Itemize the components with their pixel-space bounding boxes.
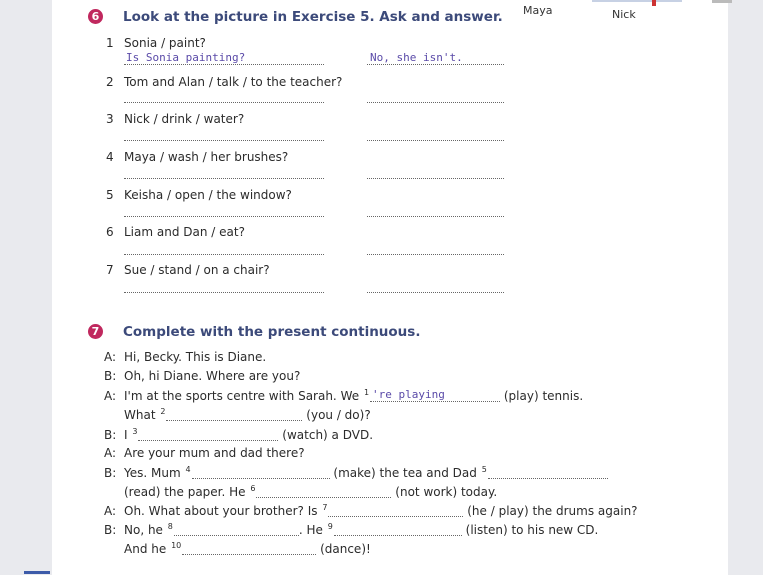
ex6-item-7: 7 Sue / stand / on a chair? (106, 263, 270, 277)
blank-6[interactable] (256, 486, 391, 498)
blank-2[interactable] (166, 409, 302, 421)
blank-1-answer: 're playing (372, 388, 445, 401)
dialogue-line-3: A: I'm at the sports centre with Sarah. We $^1$ 're playing (play) tennis. (104, 388, 584, 403)
blank-9[interactable] (334, 524, 462, 536)
exercise-7-badge: 7 (88, 324, 103, 339)
ex6-item-2-answer-line[interactable] (367, 102, 504, 103)
dialogue-line-2: B: Oh, hi Diane. Where are you? (104, 369, 301, 383)
ex6-item-6-question-line[interactable] (124, 254, 324, 255)
blank-4[interactable] (192, 467, 330, 479)
blank-5[interactable] (488, 467, 608, 479)
dialogue-line-1: A: Hi, Becky. This is Diane. (104, 350, 267, 364)
picture-label-nick: Nick (612, 8, 636, 21)
ex6-item-6-answer-line[interactable] (367, 254, 504, 255)
ex6-item-1-short-answer: No, she isn't. (370, 51, 463, 64)
ex6-item-3-answer-line[interactable] (367, 140, 504, 141)
exercise-7-title: Complete with the present continuous. (123, 324, 421, 340)
blank-1[interactable] (370, 390, 500, 402)
blank-8[interactable] (174, 524, 299, 536)
ex6-item-3-question-line[interactable] (124, 140, 324, 141)
ex6-item-1-question-answer: Is Sonia painting? (126, 51, 246, 64)
dialogue-line-6: A: Are your mum and dad there? (104, 446, 305, 460)
ex6-item-1-question-line[interactable] (124, 64, 324, 65)
ex6-item-3: 3 Nick / drink / water? (106, 112, 245, 126)
dialogue-line-10: B: No, he $^8$ . He $^9$ (listen) to his new CD. (104, 522, 599, 537)
ex6-item-2-question-line[interactable] (124, 102, 324, 103)
picture-edge-decoration (592, 0, 752, 6)
ex6-item-1: 1 Sonia / paint? (106, 36, 206, 50)
dialogue-line-8: (read) the paper. He $^6$ (not work) today. (124, 484, 498, 499)
blank-10[interactable] (182, 543, 316, 555)
blank-7[interactable] (328, 505, 463, 517)
exercise-6-badge: 6 (88, 9, 103, 24)
dialogue-line-5: B: I $^3$ (watch) a DVD. (104, 427, 374, 442)
dialogue-line-4: What $^2$ (you / do)? (124, 407, 371, 422)
dialogue-line-11: And he $^{10}$ (dance)! (124, 541, 371, 556)
ex6-item-5: 5 Keisha / open / the window? (106, 188, 292, 202)
ex6-item-7-answer-line[interactable] (367, 292, 504, 293)
dialogue-line-9: A: Oh. What about your brother? Is $^7$ (he / play) the drums again? (104, 503, 638, 518)
ex6-item-4-question-line[interactable] (124, 178, 324, 179)
exercise-6-title: Look at the picture in Exercise 5. Ask and answer. (123, 9, 503, 25)
ex6-item-5-question-line[interactable] (124, 216, 324, 217)
worksheet-page (52, 0, 728, 575)
page-edge-mark (24, 571, 50, 574)
ex6-item-6: 6 Liam and Dan / eat? (106, 225, 245, 239)
blank-3[interactable] (138, 429, 278, 441)
ex6-item-5-answer-line[interactable] (367, 216, 504, 217)
ex6-item-4: 4 Maya / wash / her brushes? (106, 150, 289, 164)
ex6-item-1-answer-line[interactable] (367, 64, 504, 65)
ex6-item-2: 2 Tom and Alan / talk / to the teacher? (106, 75, 343, 89)
dialogue-line-7: B: Yes. Mum $^4$ (make) the tea and Dad $^5$ (104, 465, 608, 480)
picture-label-maya: Maya (523, 4, 553, 17)
ex6-item-4-answer-line[interactable] (367, 178, 504, 179)
ex6-item-7-question-line[interactable] (124, 292, 324, 293)
